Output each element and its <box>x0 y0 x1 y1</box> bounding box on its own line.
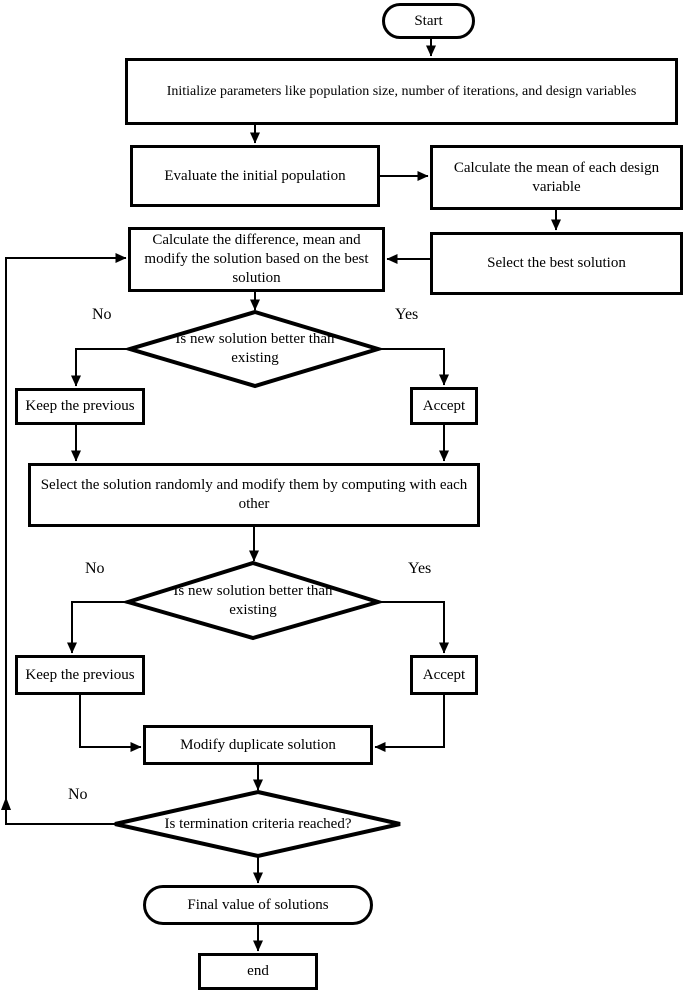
node-end-label: end <box>247 963 269 980</box>
node-select-random <box>28 463 480 527</box>
node-initialize-label: Initialize parameters like population size, number of iterations, and design variables <box>166 83 637 99</box>
connector-decision1-no-keep1 <box>76 349 130 386</box>
label-yes-1: Yes <box>395 306 419 323</box>
node-calc-mean <box>430 145 683 210</box>
label-yes-2: Yes <box>408 560 432 577</box>
label-no-3: No <box>68 786 88 803</box>
connector-decision2-no-keep2 <box>72 602 128 653</box>
node-final-value <box>143 885 373 925</box>
node-modify-duplicate-label: Modify duplicate solution <box>180 736 336 753</box>
connector-accept2-modifydup <box>375 695 444 747</box>
connector-keep2-modifydup <box>80 695 141 747</box>
node-select-best <box>430 232 683 295</box>
node-accept-1 <box>410 387 478 425</box>
decision-better-1-label: Is new solution better than existing <box>175 331 335 366</box>
connector-decision2-yes-accept2 <box>378 602 444 653</box>
node-evaluate <box>130 145 380 207</box>
node-keep-previous-1 <box>15 388 145 425</box>
feedback-up-arrowhead <box>1 797 11 810</box>
connector-decision1-yes-accept1 <box>378 349 444 385</box>
node-accept-2 <box>410 655 478 695</box>
node-start-label: Start <box>414 12 443 29</box>
node-start <box>382 3 475 39</box>
node-evaluate-label: Evaluate the initial population <box>164 167 346 184</box>
node-select-best-label: Select the best solution <box>487 255 626 272</box>
connector-decision3-no-feedback <box>6 258 126 824</box>
node-keep-previous-2-label: Keep the previous <box>25 666 135 683</box>
node-accept-1-label: Accept <box>422 397 466 414</box>
label-no-1: No <box>92 306 112 323</box>
decision-better-2-label: Is new solution better than existing <box>173 583 333 618</box>
label-no-2: No <box>85 560 105 577</box>
node-calc-mean-label: Calculate the mean of each design variable <box>453 159 660 195</box>
decision-termination-label: Is termination criteria reached? <box>164 815 352 832</box>
node-select-random-label: Select the solution randomly and modify them by computing with each other <box>40 477 468 512</box>
node-final-value-label: Final value of solutions <box>187 896 329 913</box>
node-calc-difference-label: Calculate the difference, mean and modify the solution based on the best solution <box>144 232 369 286</box>
node-modify-duplicate <box>143 725 373 765</box>
node-calc-difference <box>128 227 385 292</box>
node-keep-previous-1-label: Keep the previous <box>25 398 135 415</box>
node-accept-2-label: Accept <box>422 666 466 683</box>
node-end <box>198 953 318 990</box>
node-keep-previous-2 <box>15 655 145 695</box>
node-initialize <box>125 58 678 125</box>
